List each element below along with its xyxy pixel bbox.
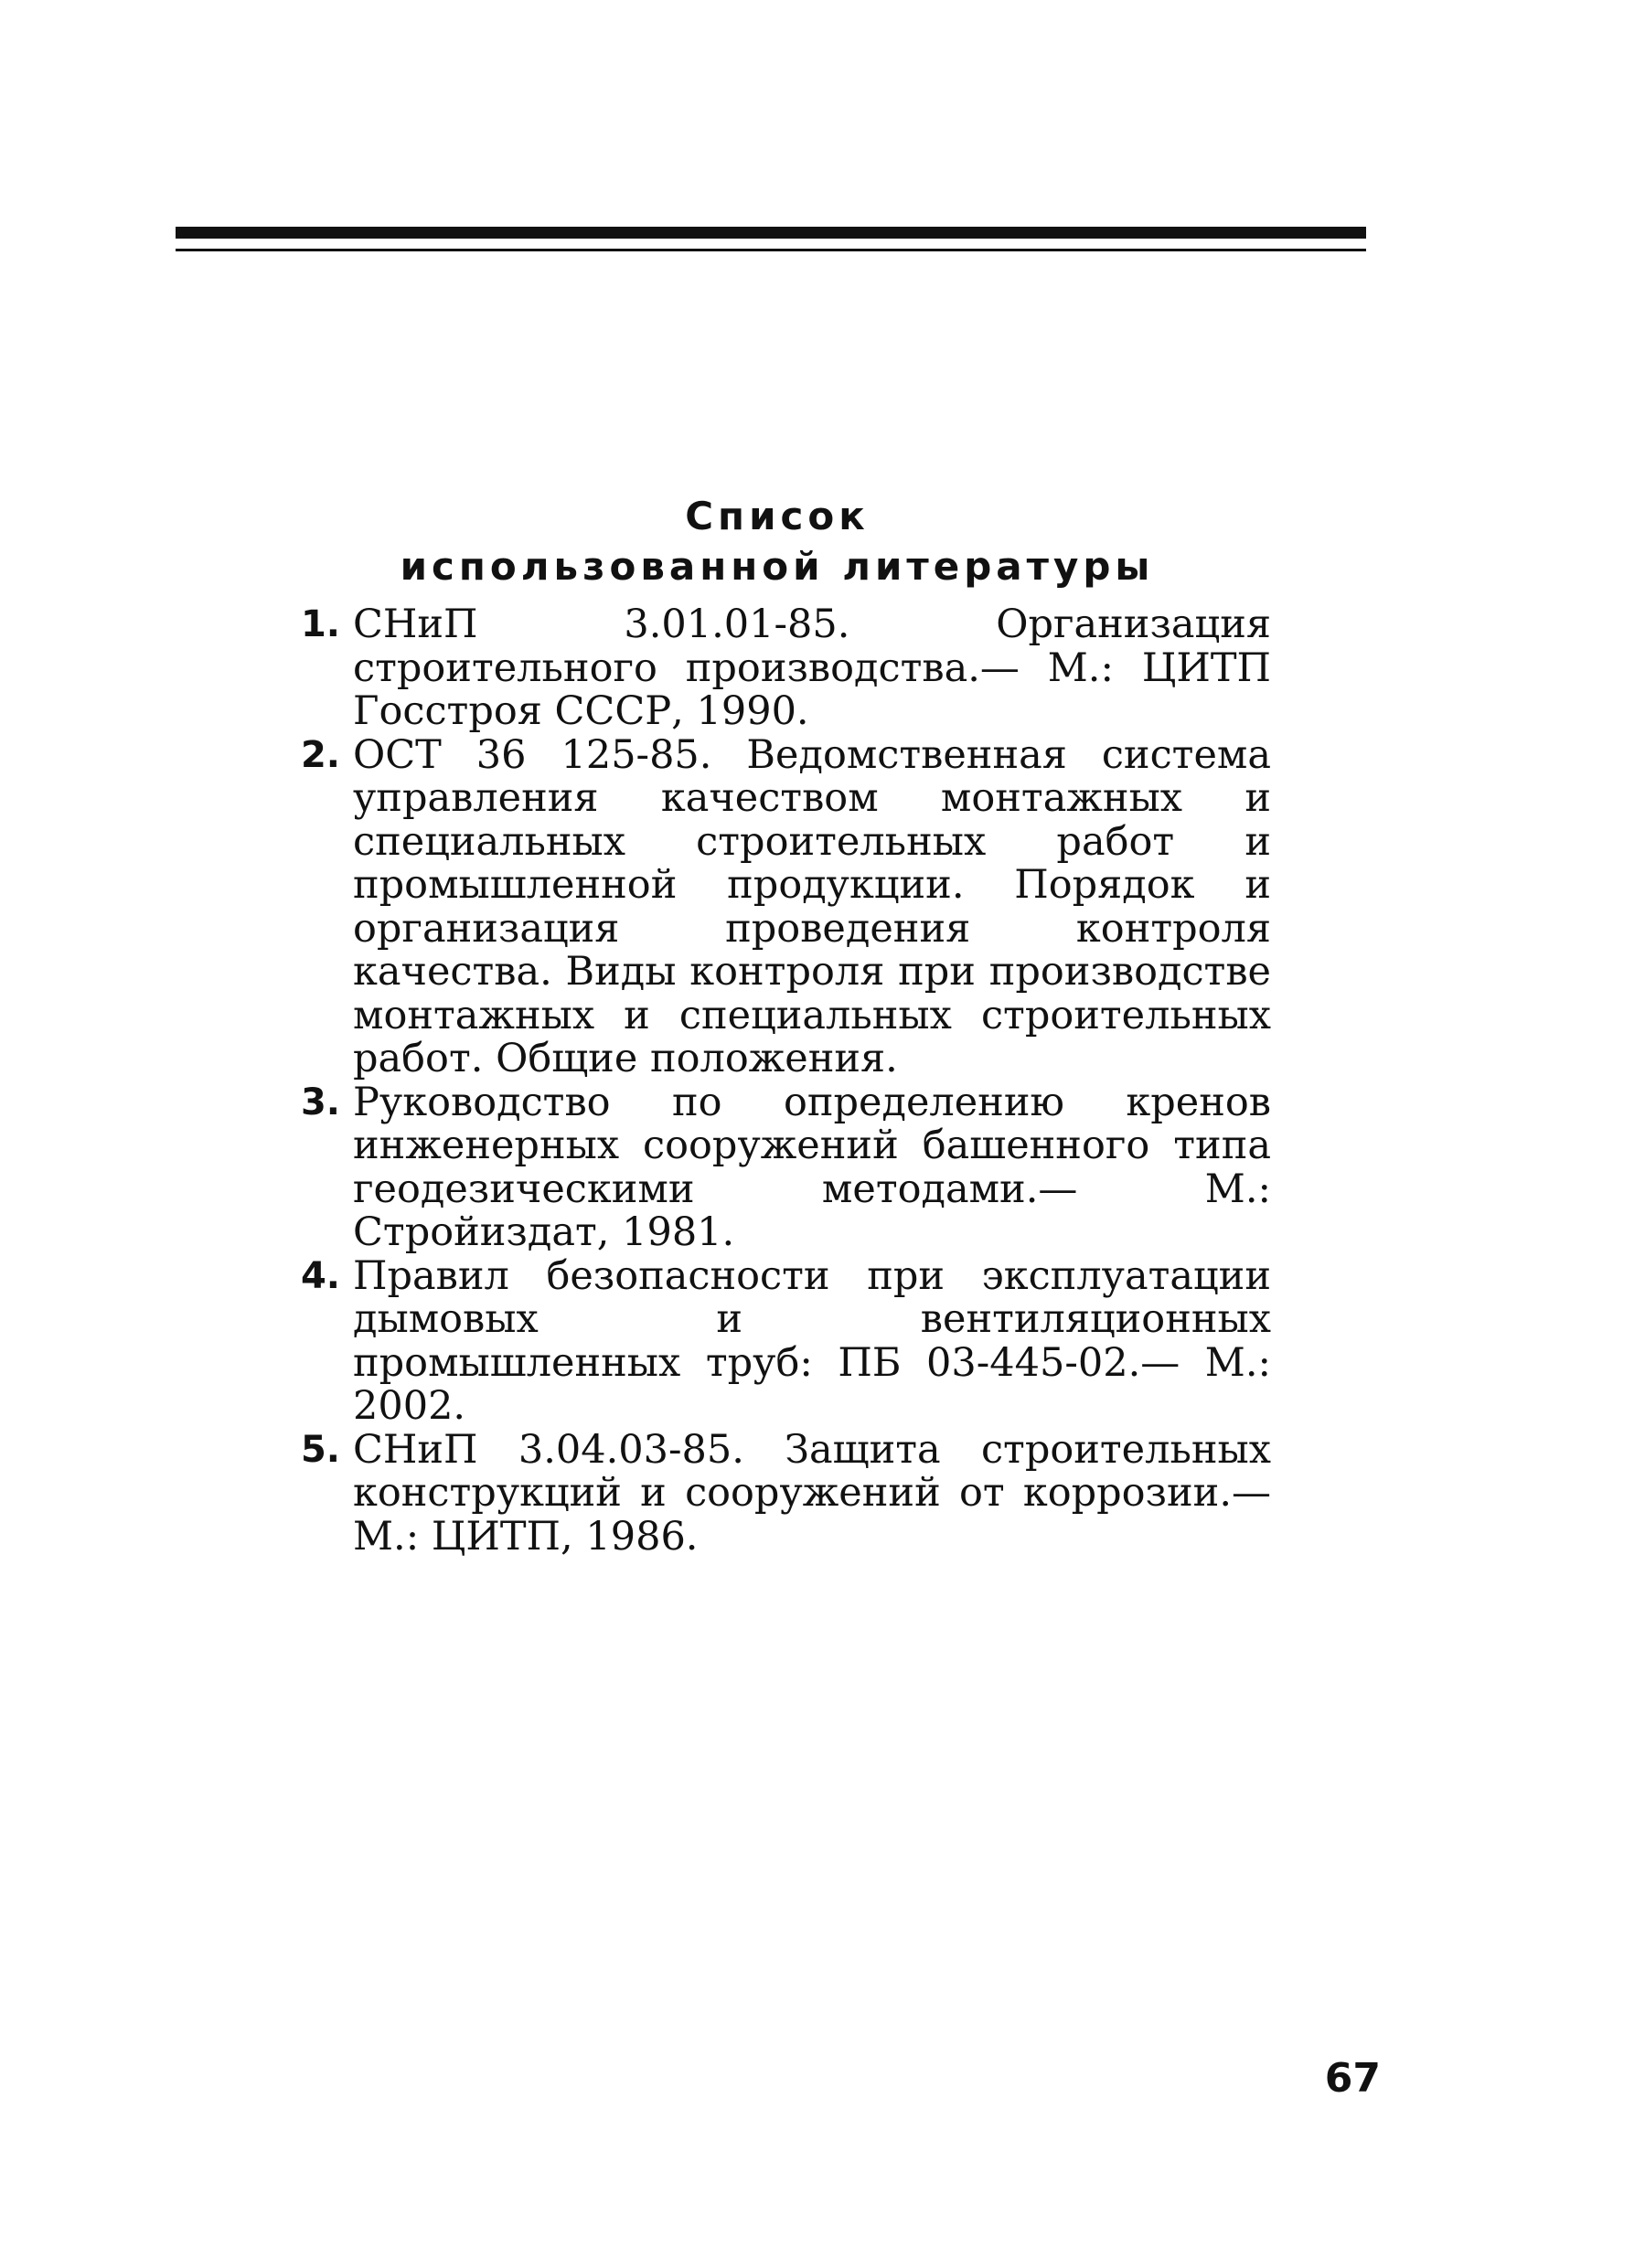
reference-number: 1. xyxy=(300,603,340,645)
reference-number: 4. xyxy=(300,1254,340,1297)
reference-item xyxy=(293,1081,1271,1255)
reference-text: Правил безопасности при эксплуатации дымовых и вентиляционных промышленных труб: ПБ 03-445-02.— М.: 2002. xyxy=(353,1252,1271,1429)
reference-text: СНиП 3.01.01-85. Организация строительного производства.— М.: ЦИТП Госстроя СССР, 1990. xyxy=(353,602,1271,734)
section-title-line-1: Список xyxy=(685,494,870,538)
section-title-line-2: использованной литературы xyxy=(400,544,1155,589)
reference-text: СНиП 3.04.03-85. Защита строительных конструкций и сооружений от коррозии.— М.: ЦИТП, 1986. xyxy=(353,1426,1271,1560)
header-rule-thin xyxy=(176,249,1366,251)
reference-list xyxy=(293,603,1271,1559)
reference-text: Руководство по определению кренов инженерных сооружений башенного типа геодезическими методами.— М.: Стройиздат, 1981. xyxy=(353,1079,1271,1255)
reference-number: 2. xyxy=(300,733,340,776)
reference-item xyxy=(293,603,1271,734)
reference-item xyxy=(293,731,1271,1081)
reference-item xyxy=(293,1252,1271,1429)
page-number: 67 xyxy=(1324,2055,1381,2102)
reference-number: 3. xyxy=(300,1081,340,1123)
reference-item xyxy=(293,1426,1271,1560)
header-rule-thick xyxy=(176,227,1366,239)
reference-text: ОСТ 36 125-85. Ведомственная система управления качеством монтажных и специальных строительных работ и промышленной продукции. Порядок и организация проведения контроля качества. Виды контроля при производстве монтажных и специальных строительных работ. Общие положения. xyxy=(353,731,1271,1081)
reference-number: 5. xyxy=(300,1428,340,1471)
